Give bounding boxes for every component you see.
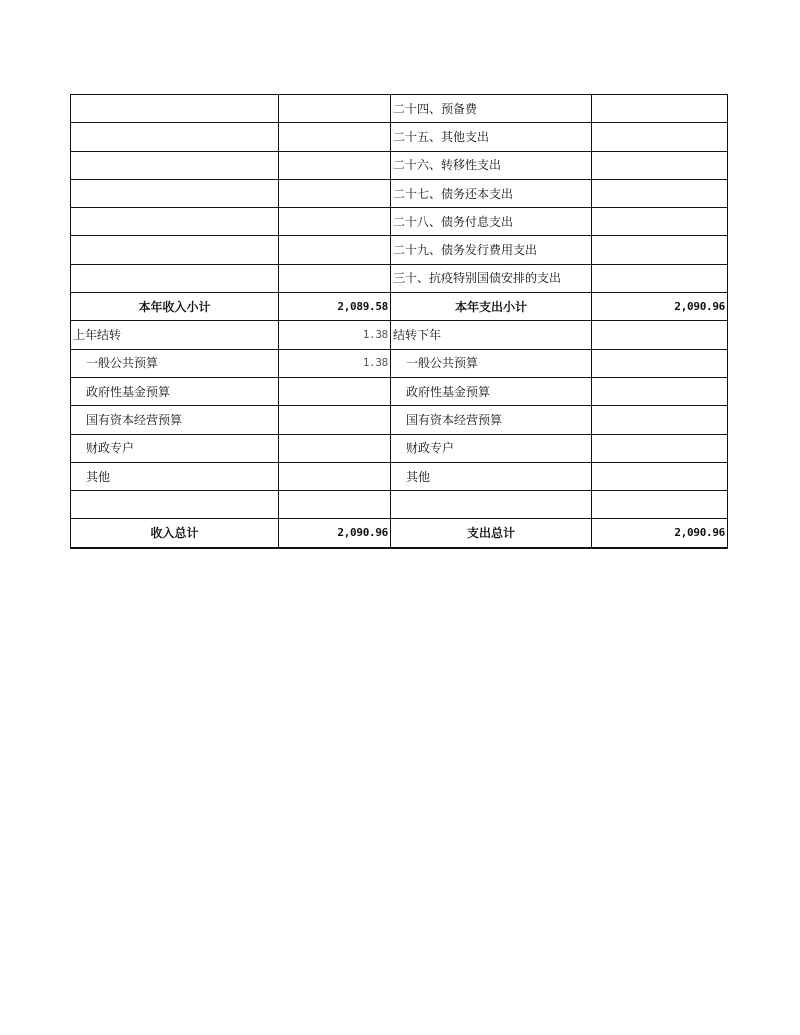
carry-item-income-label: 财政专户 (71, 434, 279, 462)
carry-item-expense-value (592, 406, 728, 434)
blank-cell (592, 491, 728, 519)
carry-item-expense-value (592, 462, 728, 490)
income-total-value: 2,090.96 (279, 519, 391, 548)
carry-row (71, 321, 728, 349)
table-row (71, 151, 728, 179)
expense-amount-cell (592, 179, 728, 207)
blank-row (71, 491, 728, 519)
table-row (71, 264, 728, 292)
income-subtotal-value: 2,089.58 (279, 293, 391, 321)
carry-item-expense-label: 财政专户 (391, 434, 592, 462)
carry-item-income-value (279, 406, 391, 434)
carry-item-expense-label: 一般公共预算 (391, 349, 592, 377)
table-row (71, 406, 728, 434)
income-item-cell (71, 95, 279, 123)
income-amount-cell (279, 95, 391, 123)
carry-item-expense-value (592, 434, 728, 462)
blank-cell (279, 491, 391, 519)
table-row (71, 179, 728, 207)
blank-cell (391, 491, 592, 519)
carry-item-income-label: 其他 (71, 462, 279, 490)
carry-over-income-label: 上年结转 (71, 321, 279, 349)
expense-amount-cell (592, 208, 728, 236)
carry-item-expense-value (592, 377, 728, 405)
expense-item-label: 三十、抗疫特别国债安排的支出 (391, 264, 592, 292)
expense-amount-cell (592, 95, 728, 123)
expense-total-label: 支出总计 (391, 519, 592, 548)
carry-item-expense-label: 政府性基金预算 (391, 377, 592, 405)
carry-over-income-value: 1.38 (279, 321, 391, 349)
income-item-cell (71, 151, 279, 179)
carry-item-income-value (279, 434, 391, 462)
carry-item-income-value: 1.38 (279, 349, 391, 377)
income-item-cell (71, 208, 279, 236)
expense-item-label: 二十五、其他支出 (391, 123, 592, 151)
income-item-cell (71, 264, 279, 292)
expense-amount-cell (592, 236, 728, 264)
carry-item-expense-label: 国有资本经营预算 (391, 406, 592, 434)
expense-amount-cell (592, 151, 728, 179)
income-subtotal-label: 本年收入小计 (71, 293, 279, 321)
expense-item-label: 二十六、转移性支出 (391, 151, 592, 179)
carry-item-income-label: 一般公共预算 (71, 349, 279, 377)
expense-item-label: 二十九、债务发行费用支出 (391, 236, 592, 264)
income-amount-cell (279, 123, 391, 151)
income-amount-cell (279, 151, 391, 179)
table-row (71, 434, 728, 462)
expense-subtotal-value: 2,090.96 (592, 293, 728, 321)
table-row (71, 95, 728, 123)
income-item-cell (71, 236, 279, 264)
expense-item-label: 二十八、债务付息支出 (391, 208, 592, 236)
table-row (71, 377, 728, 405)
carry-item-income-label: 国有资本经营预算 (71, 406, 279, 434)
expense-item-label: 二十四、预备费 (391, 95, 592, 123)
blank-cell (71, 491, 279, 519)
income-amount-cell (279, 236, 391, 264)
income-item-cell (71, 179, 279, 207)
total-row (71, 519, 728, 548)
expense-item-label: 二十七、债务还本支出 (391, 179, 592, 207)
carry-forward-expense-value (592, 321, 728, 349)
carry-item-expense-label: 其他 (391, 462, 592, 490)
subtotal-row (71, 293, 728, 321)
expense-amount-cell (592, 123, 728, 151)
carry-item-income-value (279, 377, 391, 405)
carry-item-income-value (279, 462, 391, 490)
income-item-cell (71, 123, 279, 151)
income-total-label: 收入总计 (71, 519, 279, 548)
table-row (71, 236, 728, 264)
budget-table (70, 94, 728, 549)
expense-total-value: 2,090.96 (592, 519, 728, 548)
carry-item-income-label: 政府性基金预算 (71, 377, 279, 405)
income-amount-cell (279, 179, 391, 207)
table-row (71, 208, 728, 236)
table-row (71, 123, 728, 151)
expense-subtotal-label: 本年支出小计 (391, 293, 592, 321)
income-amount-cell (279, 208, 391, 236)
table-row (71, 462, 728, 490)
expense-amount-cell (592, 264, 728, 292)
carry-forward-expense-label: 结转下年 (391, 321, 592, 349)
table-row (71, 349, 728, 377)
income-amount-cell (279, 264, 391, 292)
carry-item-expense-value (592, 349, 728, 377)
